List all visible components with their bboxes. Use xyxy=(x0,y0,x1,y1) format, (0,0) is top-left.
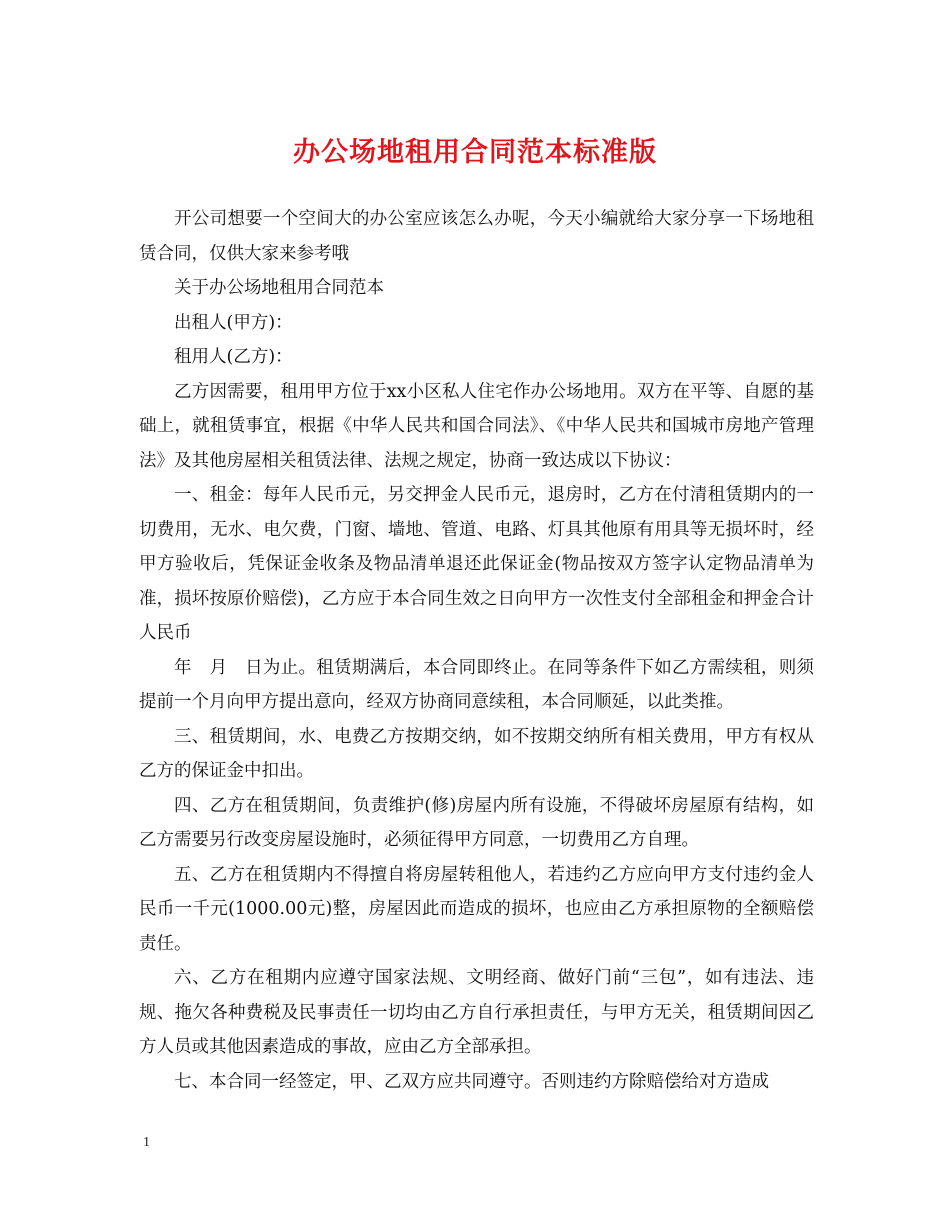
document-title: 办公场地租用合同范本标准版 xyxy=(293,137,657,168)
paragraph-term: 年 月 日为止。租赁期满后，本合同即终止。在同等条件下如乙方需续租，则须提前一个月向甲方提出意向，经双方协商同意续租，本合同顺延，以此类推。 xyxy=(139,657,814,712)
paragraph-clause-4: 四、乙方在租赁期间，负责维护(修)房屋内所有设施，不得破坏房屋原有结构，如乙方需要另行改变房屋设施时，必须征得甲方同意，一切费用乙方自理。 xyxy=(139,795,814,850)
paragraph-clause-5: 五、乙方在租赁期内不得擅自将房屋转租他人，若违约乙方应向甲方支付违约金人民币一千元(1000.00元)整，房屋因此而造成的损坏，也应由乙方承担原物的全额赔偿责任。 xyxy=(139,864,814,954)
paragraph-clause-7: 七、本合同一经签定，甲、乙双方应共同遵守。否则违约方除赔偿给对方造成 xyxy=(174,1071,769,1092)
paragraph-lessor: 出租人(甲方)： xyxy=(174,312,293,333)
paragraph-intro: 开公司想要一个空间大的办公室应该怎么办呢，今天小编就给大家分享一下场地租赁合同，仅供大家来参考哦 xyxy=(139,209,814,264)
paragraph-subtitle: 关于办公场地租用合同范本 xyxy=(174,278,384,298)
page-number: 1 xyxy=(143,1135,150,1150)
paragraph-lessee: 租用人(乙方)： xyxy=(174,347,293,367)
document-body xyxy=(139,202,814,1099)
paragraph-clause-1: 一、租金：每年人民币元，另交押金人民币元，退房时，乙方在付清租赁期内的一切费用，无水、电欠费，门窗、墙地、管道、电路、灯具其他原有用具等无损坏时，经甲方验收后，凭保证金收条及物品清单退还此保证金(物品按双方签字认定物品清单为准，损坏按原价赔偿)，乙方应于本合同生效之日向甲方一次性支付全部租金和押金合计人民币 xyxy=(139,485,814,643)
paragraph-preamble: 乙方因需要，租用甲方位于xx小区私人住宅作办公场地用。双方在平等、自愿的基础上，就租赁事宜，根据《中华人民共和国合同法》、《中华人民共和国城市房地产管理法》及其他房屋相关租赁法律、法规之规定，协商一致达成以下协议： xyxy=(139,381,814,471)
paragraph-clause-3: 三、租赁期间，水、电费乙方按期交纳，如不按期交纳所有相关费用，甲方有权从乙方的保证金中扣出。 xyxy=(139,726,814,781)
paragraph-clause-6: 六、乙方在租期内应遵守国家法规、文明经商、做好门前“三包”，如有违法、违规、拖欠各种费税及民事责任一切均由乙方自行承担责任，与甲方无关，租赁期间因乙方人员或其他因素造成的事故，应由乙方全部承担。 xyxy=(139,968,814,1057)
